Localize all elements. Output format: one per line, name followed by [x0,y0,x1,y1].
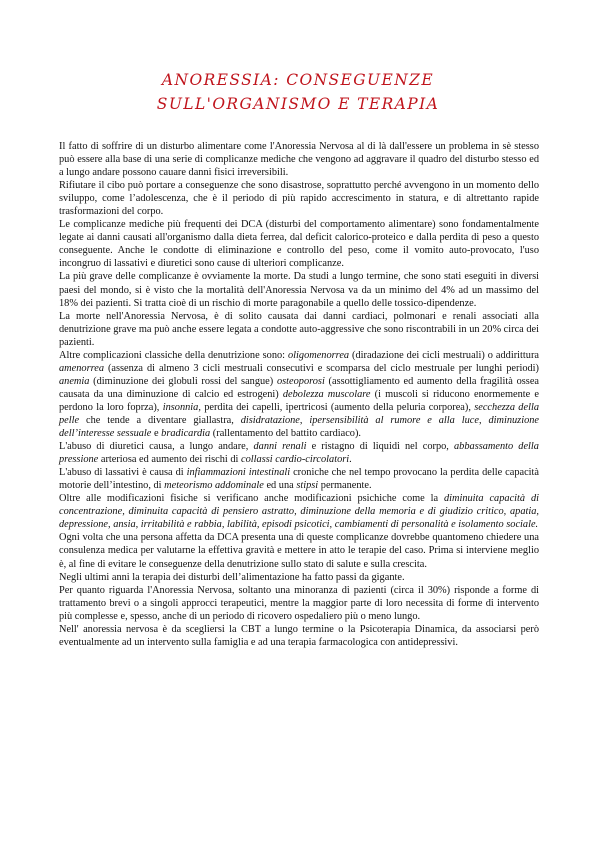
italic-text-run: collassi cardio-circolatori [241,454,350,466]
text-run: Negli ultimi anni la terapia dei disturbi dell’alimentazione ha fatto passi da gigante. [59,571,405,583]
italic-text-run: oligomenorrea [287,349,350,361]
text-run: (diradazione dei cicli mestruali) o addirittura [349,349,539,361]
italic-text-run: disidratazione [240,414,300,426]
text-run: Per quanto riguarda l'Anoressia Nervosa, soltanto una minoranza di pazienti (circa il 30%) risponde a forme di trattamento brevi o a singoli approcci terapeutici, mentre la maggior parte di loro necessita di forme di intervento più complesse e, spesso, anche di un periodo di ricovero ospedaliero più o meno lungo. [59,584,539,622]
italic-text-run: danni renali [253,441,307,453]
text-run: arteriosa ed aumento dei rischi di [98,454,242,466]
text-run: Oltre alle modificazioni fisiche si verificano anche modificazioni psichiche come la [59,493,444,505]
italic-text-run: diminuzione dell’interesse sessuale [59,414,540,440]
text-run: perdita dei capelli, ipertricosi (aumento della peluria corporea), [200,401,475,413]
text-run: Il fatto di soffrire di un disturbo alimentare come l'Anoressia Nervosa al di là dall'essere un problema in sè stesso può essere alla base di una serie di complicanze mediche che vengono ad aggravare il quadro del disturbo stesso ed a lungo andare possono cauare danni fisici irreversibili. [59,141,539,179]
text-run: , [478,414,489,426]
italic-text-run: amenorrea [59,362,105,374]
italic-text-run: stipsi [296,480,319,492]
text-run: L'abuso di lassativi è causa di [59,467,187,479]
text-run: Ogni volta che una persona affetta da DCA presenta una di queste complicanze dovrebbe quantomeno chiedere una consulenza medica per valutarne la effettiva gravità e mettere in atto le terapie del caso. Prima si interviene meglio è, al fine di evitare le conseguenze della denutrizione sullo stato di salute e sulla crescita. [59,532,539,570]
body-paragraph [59,623,539,649]
body-paragraph [59,466,539,492]
text-run: . [349,454,352,466]
italic-text-run: infiammazioni intestinali [186,467,291,479]
text-run: L'abuso di diuretici causa, a lungo andare, [59,441,254,453]
body-paragraph [59,492,539,531]
body-paragraph [59,310,539,349]
text-run: , [299,414,310,426]
body-paragraph [59,584,539,623]
text-run: (assottigliamento ed aumento della fragilità ossea causata da una diminuzione di calcio ed estrogeni) [59,375,540,400]
body-paragraph [59,440,539,466]
text-run: Altre complicazioni classiche della denutrizione sono: [59,349,288,361]
text-run: e [151,428,162,440]
title-line-1: ANORESSIA: CONSEGUENZE [161,71,435,89]
text-run: Nell' anoressia nervosa è da scegliersi la CBT a lungo termine o la Psicoterapia Dinamica, da associarsi però eventualmente ad un intervento sulla famiglia e ad una terapia farmacologica con antidepressivi. [59,623,539,648]
body-paragraph [59,571,539,584]
text-run: Le complicanze mediche più frequenti dei DCA (disturbi del comportamento alimentare) sono fondamentalmente legate ai danni causati all'organismo dalla dieta ferrea, dal deficit calorico-proteico e dalla perdita di peso a questo conseguente. Anche le condotte di eliminazione e controllo del peso, come il vomito auto-provocato, l'uso incongruo di lassativi e diuretici sono cause di ulteriori complicanze. [59,219,539,270]
text-run: La morte nell'Anoressia Nervosa, è di solito causata dai danni cardiaci, polmonari e renali associati alla denutrizione grave ma può anche essere legata a condotte auto-aggressive che sono riscontrabili in un 20% circa dei pazienti. [59,310,539,348]
body-paragraph [59,270,539,309]
text-run: (diminuzione dei globuli rossi del sangue) [89,375,277,387]
body-paragraph [59,140,539,179]
title-line-2: SULL'ORGANISMO E TERAPIA [156,95,440,113]
body-paragraph [59,531,539,570]
body-paragraph [59,218,539,270]
body-paragraph [59,179,539,218]
text-run: e ristagno di liquidi nel corpo, [306,441,454,453]
body-paragraph [59,349,539,440]
italic-text-run: abbassamento della pressione [59,441,539,466]
text-run: ed una [263,480,297,492]
text-run: che tende a diventare giallastra, [79,414,241,426]
italic-text-run: diminuita capacità di concentrazione, diminuita capacità di pensiero astratto, diminuzione della memoria e di giudizio critico, apatia, depressione, ansia, irritabilità e rabbia, labilità, episodi psicotici, cambiamenti di personalità e isolamento sociale. [59,493,539,531]
italic-text-run: debolezza muscolare [282,388,371,400]
italic-text-run: insonnia, [162,401,201,413]
text-run: (i muscoli si riducono enormemente e perdono la loro foprza), [59,388,540,413]
italic-text-run: osteoporosi [276,375,325,387]
text-run: croniche che nel tempo provocano la perdita delle capacità motorie dell’intestino, di [59,467,540,492]
italic-text-run: secchezza della pelle [59,401,539,426]
text-run: La più grave delle complicanze è ovviamente la morte. Da studi a lungo termine, che sono stati eseguiti in diversi paesi del mondo, si è visto che la mortalità dell'Anoressia Nervosa va da un minimo del 4% ad un massimo del 18% dei pazienti. Si tratta cioè di un rischio di morte paragonabile a quello delle tossico-dipendenze. [59,271,539,309]
text-run: permanente. [318,480,372,492]
text-run: (assenza di almeno 3 cicli mestruali consecutivi e scomparsa del ciclo mestruale per lunghi periodi) [104,362,539,374]
text-run: (rallentamento del battito cardiaco). [210,428,361,440]
document-title [60,68,536,116]
document-body [59,140,539,649]
italic-text-run: anemia [59,375,90,387]
italic-text-run: bradicardia [161,428,211,440]
text-run: Rifiutare il cibo può portare a conseguenze che sono disastrose, soprattutto perché avvengono in un momento dello sviluppo, come l’adolescenza, che è il periodo di più rapido accrescimento in statura, e di altrettanto rapide trasformazioni del corpo. [59,180,539,218]
italic-text-run: meteorismo addominale [164,480,264,492]
italic-text-run: ipersensibilità al rumore e alla luce [309,414,479,426]
